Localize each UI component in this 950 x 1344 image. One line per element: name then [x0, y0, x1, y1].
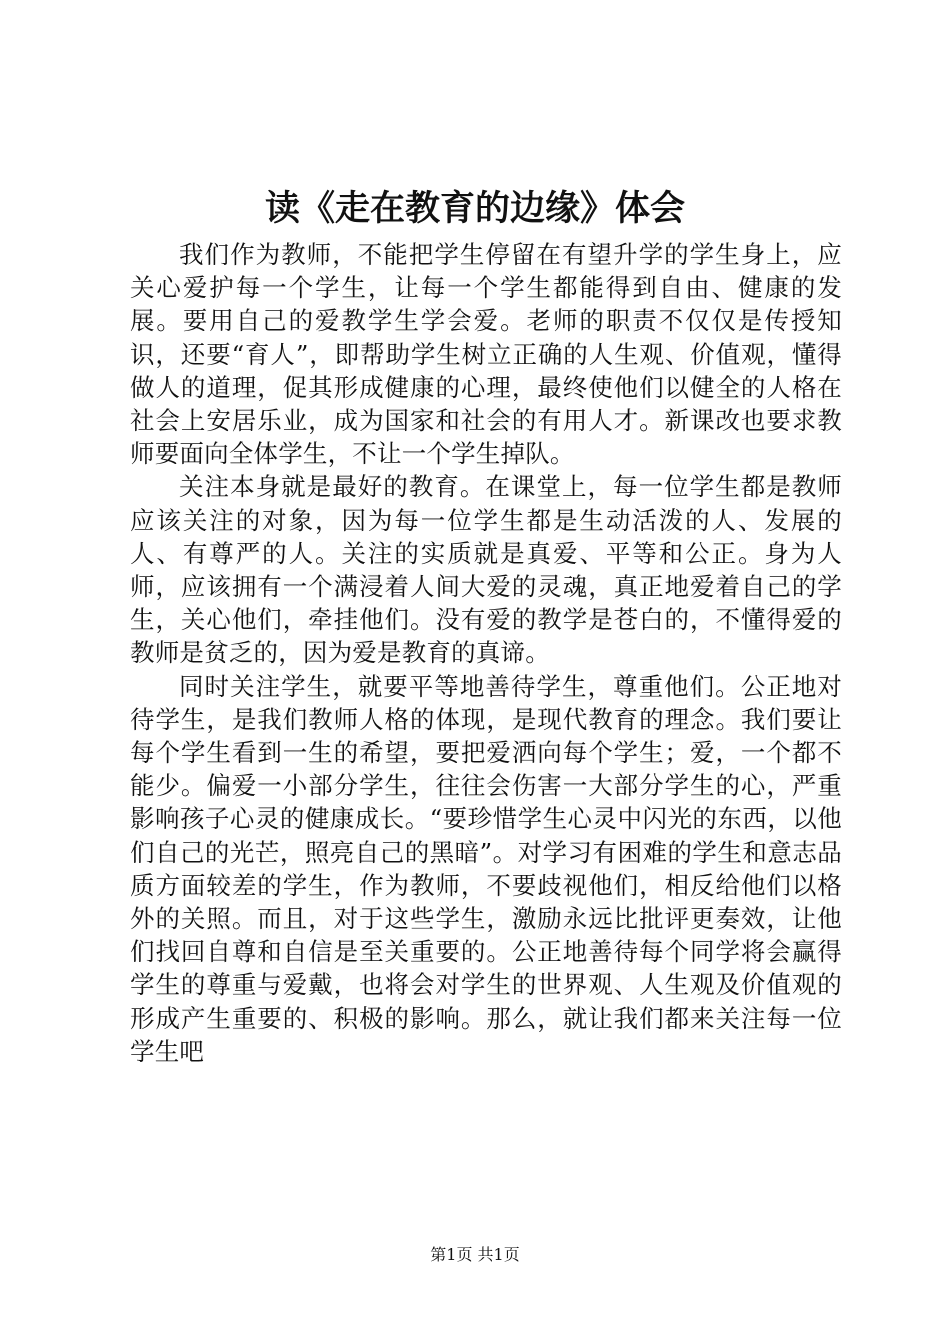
- page-footer: 第1页 共1页: [430, 1245, 520, 1264]
- paragraph-1: 我们作为教师，不能把学生停留在有望升学的学生身上，应关心爱护每一个学生，让每一个学生都能得到自由、健康的发展。要用自己的爱教学生学会爱。老师的职责不仅仅是传授知识，还要“育人”，即帮助学生树立正确的人生观、价值观，懂得做人的道理，促其形成健康的心理，最终使他们以健全的人格在社会上安居乐业，成为国家和社会的有用人才。新课改也要求教师要面向全体学生，不让一个学生掉队。: [130, 240, 842, 469]
- paragraph-3: 同时关注学生，就要平等地善待学生，尊重他们。公正地对待学生，是我们教师人格的体现，是现代教育的理念。我们要让每个学生看到一生的希望，要把爱洒向每个学生；爱，一个都不能少。偏爱一小部分学生，往往会伤害一大部分学生的心，严重影响孩子心灵的健康成长。“要珍惜学生心灵中闪光的东西，以他们自己的光芒，照亮自己的黑暗”。对学习有困难的学生和意志品质方面较差的学生，作为教师，不要歧视他们，相反给他们以格外的关照。而且，对于这些学生，激励永远比批评更奏效，让他们找回自尊和自信是至关重要的。公正地善待每个同学将会赢得学生的尊重与爱戴，也将会对学生的世界观、人生观及价值观的形成产生重要的、积极的影响。那么，就让我们都来关注每一位学生吧: [130, 671, 842, 1066]
- paragraph-2: 关注本身就是最好的教育。在课堂上，每一位学生都是教师应该关注的对象，因为每一位学生都是生动活泼的人、发展的人、有尊严的人。关注的实质就是真爱、平等和公正。身为人师，应该拥有一个满浸着人间大爱的灵魂，真正地爱着自己的学生，关心他们，牵挂他们。没有爱的教学是苍白的，不懂得爱的教师是贫乏的，因为爱是教育的真谛。: [130, 472, 842, 668]
- document-body: [130, 238, 842, 1068]
- document-title: 读《走在教育的边缘》体会: [264, 188, 685, 229]
